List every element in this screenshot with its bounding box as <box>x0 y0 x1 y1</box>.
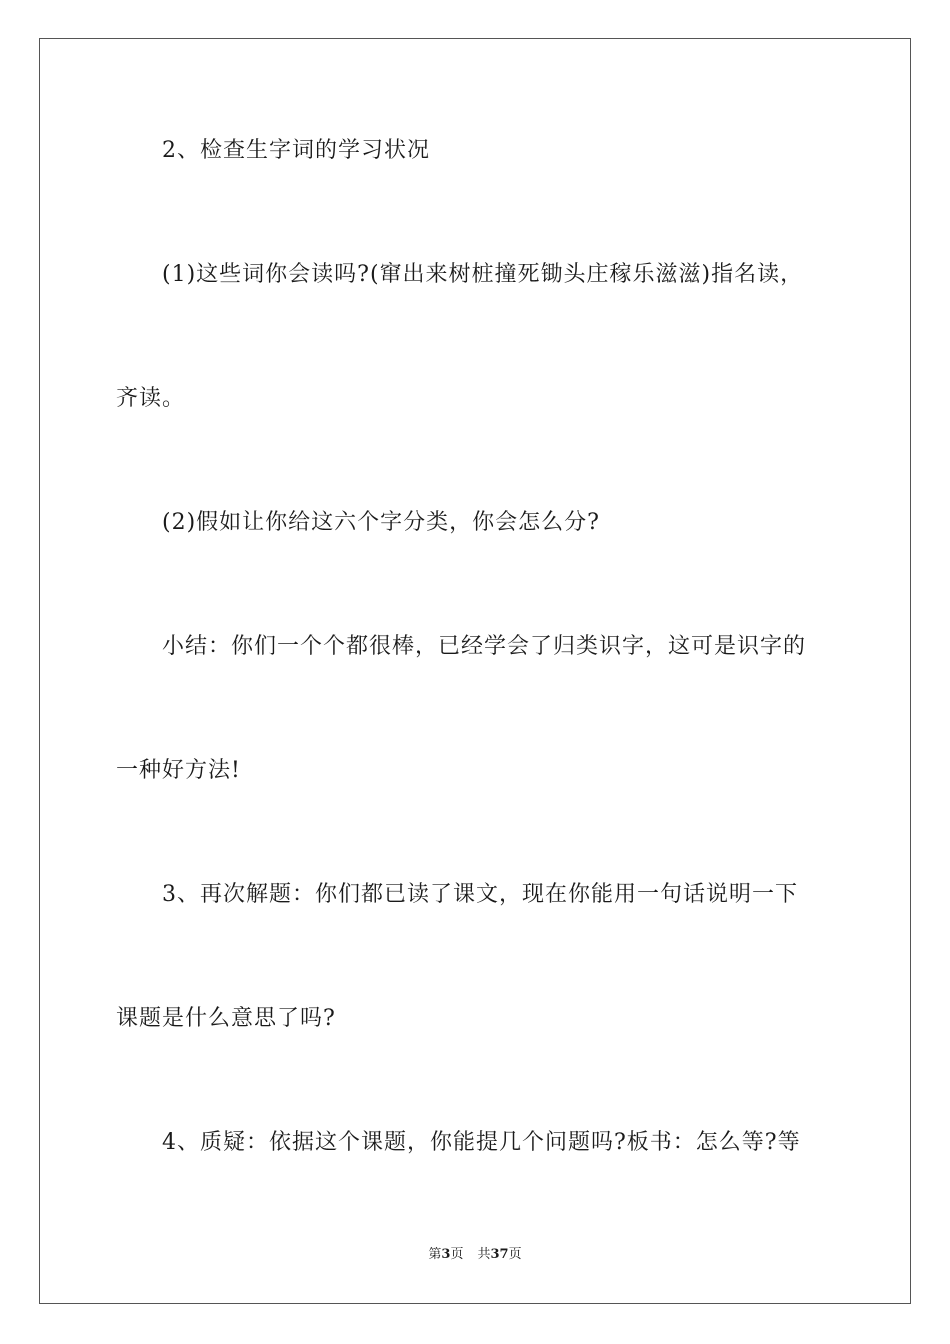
paragraph-line: 小结：你们一个个都很棒，已经学会了归类识字，这可是识字的 <box>162 634 807 659</box>
paragraph-line: 一种好方法! <box>116 758 241 783</box>
footer-total-suffix: 页 <box>508 1247 522 1262</box>
paragraph-line: (2)假如让你给这六个字分类，你会怎么分? <box>162 510 600 535</box>
footer-total-pages: 37 <box>490 1247 509 1262</box>
paragraph-line: 3、再次解题：你们都已读了课文，现在你能用一句话说明一下 <box>162 882 798 907</box>
footer-total-prefix: 共 <box>477 1247 491 1262</box>
paragraph-line: 齐读。 <box>116 386 186 411</box>
paragraph-line: 4、质疑：依据这个课题，你能提几个问题吗?板书：怎么等?等 <box>162 1130 801 1155</box>
paragraph-line: 2、检查生字词的学习状况 <box>162 138 430 163</box>
page-border <box>39 38 911 1304</box>
footer-page-number: 3 <box>441 1247 451 1262</box>
footer-page-suffix: 页 <box>450 1247 464 1262</box>
footer-page-prefix: 第 <box>428 1247 442 1262</box>
page-footer <box>0 1246 950 1264</box>
paragraph-line: (1)这些词你会读吗?(窜出来树桩撞死锄头庄稼乐滋滋)指名读， <box>162 262 804 287</box>
paragraph-line: 课题是什么意思了吗? <box>116 1006 336 1031</box>
